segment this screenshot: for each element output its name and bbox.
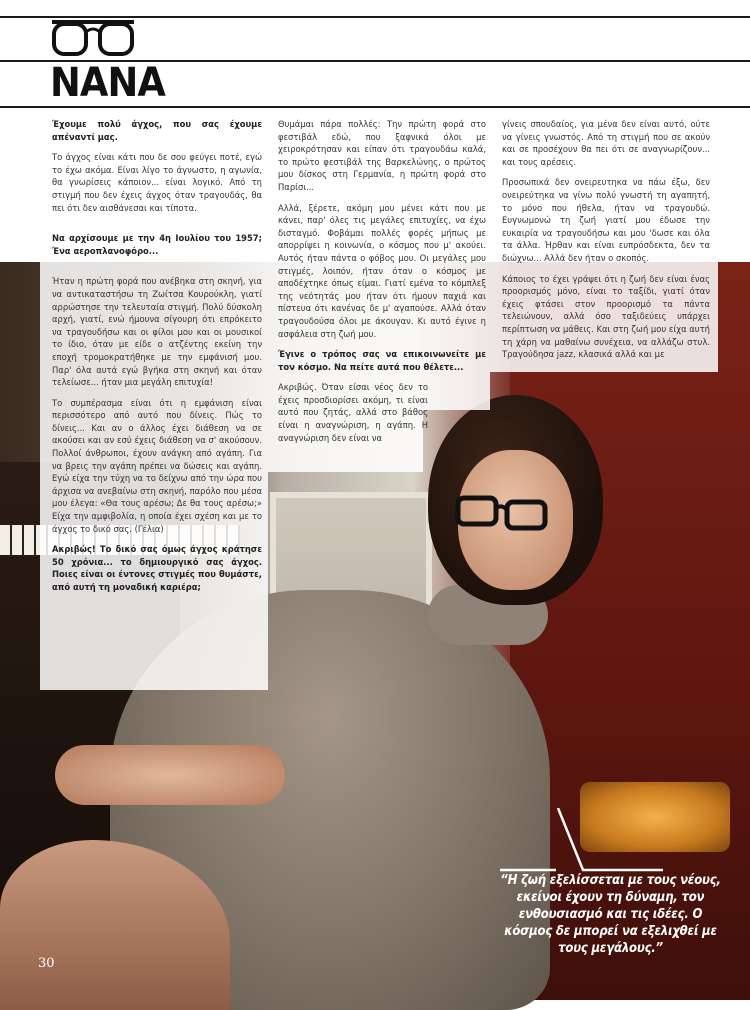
interview-answer: Θυμάμαι πάρα πολλές: Την πρώτη φορά στο φεστιβάλ εδώ, που ξαφνικά όλοι με χειροκρότησαν και είπαν ότι τραγουδάω καλά, το πρώτο φεστιβάλ της Βαρκελώνης, ο πρώτος μου δίσκος στη Γερμανία, η πρώτη φορά στο Παρίσι...	[278, 119, 486, 192]
text-column-1	[52, 118, 262, 602]
header-rule	[0, 106, 750, 108]
page-header	[0, 0, 750, 110]
interview-answer: γίνεις σπουδαίος, για μένα δεν είναι αυτό, ούτε να γίνεις γνωστός. Από τη στιγμή που σε ακούν και σε προσέχουν θα πει ότι σε αναγνωρίζουν... και τους αρέσεις.	[502, 119, 710, 167]
page-number: 30	[38, 956, 55, 971]
text-column-2	[278, 118, 486, 452]
pull-quote: “Η ζωή εξελίσσεται με τους νέους, εκείνοι έχουν τη δύναμη, τον ενθουσιασμό και τις ιδέες. Ο κόσμος δε μπορεί να εξελιχθεί με τους μεγάλους.”	[500, 873, 721, 956]
interview-answer: Ακριβώς. Όταν είσαι νέος δεν το έχεις προσδιορίσει ακόμη, τι είναι αυτό που ζητάς, αλλά στο βάθος είναι η αναγνώριση, η αγάπη. Η αναγνώριση δεν είναι να	[278, 382, 428, 443]
interview-question: Ακριβώς! Το δικό σας όμως άγχος κράτησε 50 χρόνια... το δημιουργικό σας άγχος. Ποιες είναι οι έντονες στιγμές που θυμάστε, από αυτή τη μοναδική καριέρα;	[52, 544, 262, 592]
interview-answer: Το άγχος είναι κάτι που δε σου φεύγει ποτέ, εγώ το έχω ακόμα. Είναι λίγο το άγνωστο, η αγωνία, θα γνωρίσεις κάποιον... είναι λογικό. Από τη στιγμή που δεν έχεις άγχος όταν τραγουδάς, θα πει ότι δεν αισθάνεσαι και τίποτα.	[52, 152, 262, 213]
magazine-title: NANA	[50, 60, 165, 106]
interview-answer: Κάποιος το έχει γράψει ότι η ζωή δεν είναι ένας προορισμός μόνο, είναι το ταξίδι, γιατί όταν έχεις φτάσει στον προορισμό τα πάντα τελειώνουν, αλλά όσο ταξιδεύεις υπάρχει περίπτωση να μάθεις. Και στη ζωή μου είχα αυτή τη χάρη να μαθαίνω συνέχεια, να αλλάζω στυλ. Τραγούδησα jazz, κλασικά αλλά και με	[502, 273, 710, 360]
interview-question: Να αρχίσουμε με την 4η Ιουλίου του 1957; Ένα αεροπλανοφόρο...	[52, 233, 262, 256]
interview-answer: Προσωπικά δεν ονειρευτηκα να πάω έξω, δεν ονειρεύτηκα να γίνω πολύ γνωστή τη αγαπητή, το μόνο που ήθελα, ήταν να τραγουδώ. Ευγνωμονώ τη ζωή γιατί μου έδωσε την ευκαιρία να τραγουδήσω και μου 'δωσε και όλα τα άλλα. Ήρθαν και είναι ευπρόσδεκτα, δεν τα διώχνω... Αλλά δεν ήταν ο σκοπός.	[502, 177, 710, 263]
interview-answer: Το συμπέρασμα είναι ότι η εμφάνιση είναι περισσότερο από αυτό που δίνεις. Πώς το δίνεις... Και αν ο άλλος έχει διάθεση να σε ακούσει και αν εσύ έχεις διάθεση να σ' ακούσουν. Πολλοί άνθρωποι, έχουν ανάγκη από αγάπη. Για να βρεις την αγάπη πρέπει να δώσεις και αγάπη. Εγώ είχα την τύχη να το δείχνω από την ώρα που άρχισα να ανεβαίνω στη σκηνή, παρόλο που μέσα μου έλεγα: «Θα τους αρέσω; Δε θα τους αρέσω;» Είχα την αμφιβολία, η οποία έχει σχέση και με το άγχος το δικό σας. (Γέλια)	[52, 397, 262, 534]
interview-question: Έγινε ο τρόπος σας να επικοινωνείτε με τον κόσμο. Να πείτε αυτά που θέλετε...	[278, 349, 486, 372]
interview-answer: Αλλά, ξέρετε, ακόμη μου μένει κάτι που με κάνει, παρ' όλες τις μεγάλες επιτυχίες, να έχω δισταγμό. Φοβάμαι πολλές φορές μήπως με απορρίψει η κοινωνία, ο κόσμος που μ' ακούει. Αυτός ήταν πάντα ο φόβος μου. Οι μεγάλες μου στιγμές, λοιπόν, ήταν όταν ο κόσμος με αποδέχτηκε όπως είμαι. Γιατί εμένα το κόμπλεξ της νεότητάς μου ήταν ότι ήμουν παχιά και πίστευα ότι κανένας δε μ' αγαπούσε. Αλλά όταν τραγουδούσα όλοι με άκουγαν. Κι αυτό έγινε η ασφάλεια στη ζωή μου.	[278, 202, 486, 339]
glasses-icon	[50, 14, 136, 60]
text-column-3	[502, 118, 710, 369]
interview-question: Έχουμε πολύ άγχος, που σας έχουμε απέναντί μας.	[52, 119, 262, 142]
worn-glasses-icon	[455, 492, 550, 532]
interview-answer: Ήταν η πρώτη φορά που ανέβηκα στη σκηνή, για να αντικαταστήσω τη Ζωίτσα Κουρούκλη, γιατί αρρώστησε την τελευταία στιγμή. Πολύ δύσκολη αρχή, γιατί, ενώ ήμουνα σίγουρη ότι επρόκειτο να τραγουδήσω και οι φίλοι μου και οι μουσικοί το ίδιο, όταν με είδε ο ατζέντης εκείνη την εποχή τρομοκρατήθηκε με την εμφάνισή μου. Παρ' όλα αυτά εγώ βγήκα στη σκηνή και όταν τελείωσε... ήταν μια μεγάλη επιτυχία!	[52, 276, 262, 388]
hands	[55, 745, 285, 805]
